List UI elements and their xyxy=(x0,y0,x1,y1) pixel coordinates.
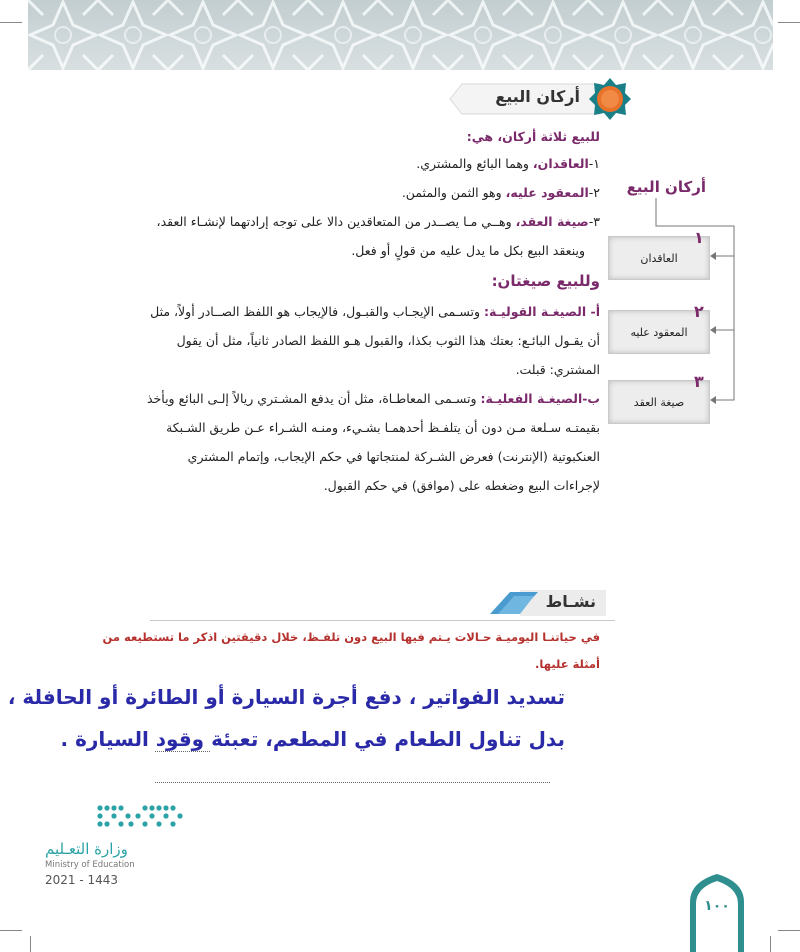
pillar-number: ١- xyxy=(588,156,600,171)
diagram-item-number: ٢ xyxy=(694,302,704,321)
form-b-line-4: لإجراءات البيع وضغطه على (موافق) في حكم القبول. xyxy=(323,478,600,493)
edition-year: 2021 - 1443 xyxy=(45,873,119,887)
form-b-text: وتسـمى المعاطـاة، مثل أن يدفع المشـتري ريالاً إلـى البائع ويأخذ xyxy=(146,391,481,406)
pillar-term: صيغة العقد، xyxy=(515,214,589,229)
diagram-item-label: صيغة العقد xyxy=(633,395,685,409)
answer-dotted-line xyxy=(155,781,550,783)
form-a-line-3: المشتري: قبلت. xyxy=(515,362,600,377)
diagram-title: أركان البيع xyxy=(626,178,706,196)
crop-mark xyxy=(770,936,771,952)
page-number: ١٠٠ xyxy=(704,898,730,914)
section-title: أركان البيع xyxy=(495,87,580,106)
pillar-term: المعقود عليه، xyxy=(505,185,589,200)
answer-line-1: تسديد الفواتير ، دفع أجرة السيارة أو الطائرة أو الحافلة ، xyxy=(7,685,565,709)
orange-flower-icon xyxy=(588,77,632,121)
pillars-diagram xyxy=(598,178,748,428)
pillar-desc: وهــي مـا يصــدر من المتعاقدين دالا على توجه إرادتهما لإنشـاء العقد، xyxy=(156,214,516,229)
pillar-desc: وهما البائع والمشتري. xyxy=(416,156,533,171)
form-b-line-3: العنكبوتية (الإنترنت) فعرض الشـركة لمنتجاتها في حكم الإيجاب، وإتمام المشتري xyxy=(187,449,600,464)
diagram-item-number: ٣ xyxy=(694,372,704,391)
activity-rule xyxy=(150,620,615,621)
pillar-3-continuation: وينعقد البيع بكل ما يدل عليه من قولٍ أو فعل. xyxy=(351,243,585,258)
crop-mark xyxy=(30,936,31,952)
form-a-label: أ- الصيغـة القوليـة: xyxy=(484,304,600,319)
activity-prompt-1: في حياتنـا اليوميـة حـالات يـتم فيها البيع دون تلفـظ، خلال دقيقتين اذكر ما تستطيعه من xyxy=(102,630,600,644)
form-a-text: وتسـمى الإيجـاب والقبـول، فالإيجاب هو اللفظ الصــادر أولاً، مثل xyxy=(150,304,485,319)
crop-mark xyxy=(778,22,800,23)
ministry-logo xyxy=(45,800,185,890)
ministry-dots-icon xyxy=(90,800,190,834)
form-b-label: ب-الصيغـة الفعليـة: xyxy=(480,391,600,406)
geometric-pattern xyxy=(28,0,773,70)
activity-title: نشـاط xyxy=(545,592,596,611)
pillar-term: العاقدان، xyxy=(532,156,589,171)
crop-mark xyxy=(0,930,22,931)
diagram-item-label: المعقود عليه xyxy=(630,325,688,339)
answer-line-2: بدل تناول الطعام في المطعم، تعبئة وقود السيارة . xyxy=(60,727,565,751)
crop-mark xyxy=(778,930,800,931)
form-a-line-1 xyxy=(150,297,600,326)
activity-prompt-2: أمثلة عليها. xyxy=(535,657,600,671)
activity-tab xyxy=(490,588,608,618)
section-heading xyxy=(440,80,630,118)
header-banner xyxy=(28,0,773,70)
pillar-2 xyxy=(402,178,600,207)
ministry-name-ar: وزارة التعـليم xyxy=(45,840,128,858)
forms-heading: وللبيع صيغتان: xyxy=(491,272,600,290)
form-b-line-2: بقيمتـه سـلعة مـن دون أن يتلفـظ أحدهمـا بشـيء، ومنـه الشـراء عـن طريق الشـبكة xyxy=(166,420,600,435)
diagram-item-label: العاقدان xyxy=(640,251,678,265)
diagram-item-number: ١ xyxy=(694,228,704,247)
pillar-3 xyxy=(157,207,600,236)
page-number-badge xyxy=(686,872,748,952)
intro-line: للبيع ثلاثة أركان، هي: xyxy=(466,129,600,144)
form-a-line-2: أن يقـول البائـع: بعتك هذا الثوب بكذا، والقبول هـو اللفظ الصادر ثانياً، مثل أن يقول xyxy=(176,333,600,348)
pillar-desc: وهو الثمن والمثمن. xyxy=(401,185,506,200)
pillar-number: ٢- xyxy=(588,185,600,200)
pillar-number: ٣- xyxy=(588,214,600,229)
pillar-1 xyxy=(416,149,600,178)
crop-mark xyxy=(0,22,22,23)
ministry-name-en: Ministry of Education xyxy=(45,860,135,870)
form-b-line-1 xyxy=(147,384,600,413)
